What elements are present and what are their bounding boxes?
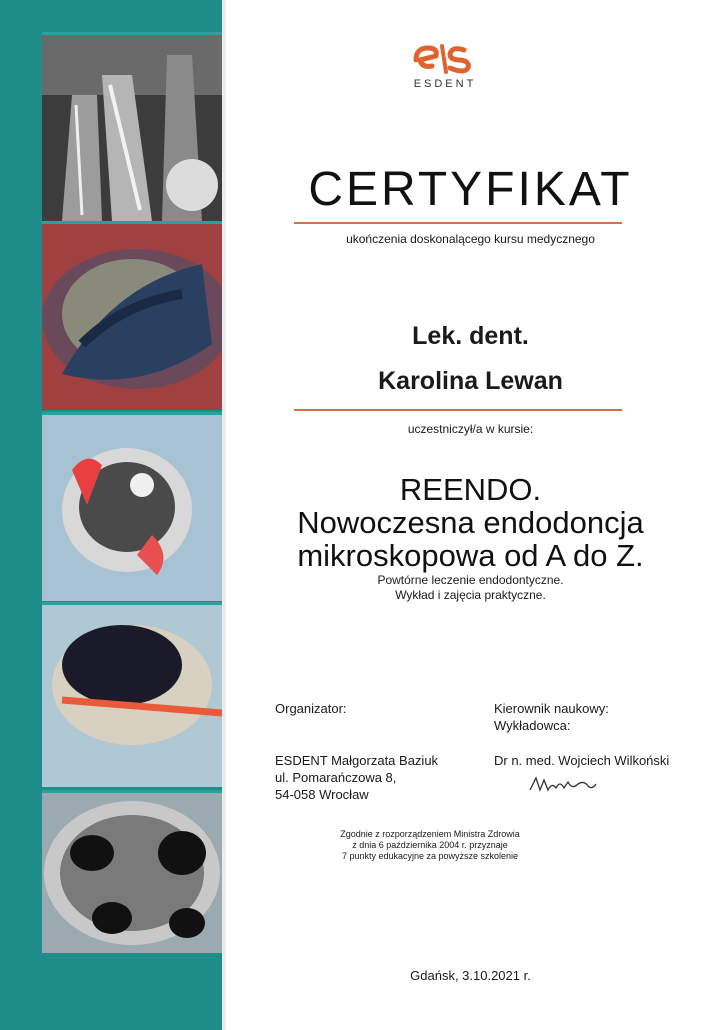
course-line: mikroskopowa od A do Z. [297,538,644,573]
organizer-line: 54-058 Wrocław [275,787,369,802]
organizer-line: ul. Pomarańczowa 8, [275,770,397,785]
ministry-note [280,829,580,862]
recipient-name: Karolina Lewan [378,367,563,395]
organizer-line: ESDENT Małgorzata Baziuk [275,753,439,768]
scientific-label-line: Kierownik naukowy: [494,701,609,716]
sidebar-edge [222,0,226,1030]
root-canal-photo [42,412,222,601]
issue-date: Gdańsk, 3.10.2021 r. [410,968,531,983]
title-divider [294,222,622,224]
tooth-photo [42,221,222,410]
organizer-label: Organizator: [275,701,347,716]
certificate-title: CERTYFIKAT [308,163,633,216]
certificate-subtitle: ukończenia doskonalącego kursu medycznego [346,232,595,246]
scientific-label [494,700,609,734]
recipient-title: Lek. dent. [412,322,529,350]
organizer-address [275,752,438,803]
scientific-name: Dr n. med. Wojciech Wilkoński [494,753,670,768]
course-line: REENDO. [399,472,542,507]
ministry-line: z dnia 6 października 2004 r. przyznaje [352,840,508,850]
canal-openings-photo [42,790,222,953]
course-description [230,573,711,603]
logo-text: ESDENT [413,78,477,90]
participated-text: uczestniczył/a w kursie: [407,422,534,436]
scientific-label-line: Wykładowca: [494,718,571,733]
esdent-logo [400,38,490,90]
signature-image [528,772,598,798]
gutta-percha-photo [42,602,222,787]
course-line: Nowoczesna endodoncja [297,505,644,540]
course-sub-line: Wykład i zajęcia praktyczne. [395,588,546,602]
xray-photo [42,32,222,221]
ministry-line: Zgodnie z rozporządzeniem Ministra Zdrowia [340,829,520,839]
ministry-line: 7 punkty edukacyjne za powyższe szkolenie [341,851,519,861]
course-title [230,473,711,572]
name-divider [294,409,622,411]
course-sub-line: Powtórne leczenie endodontyczne. [377,573,564,587]
esdent-logo-icon [410,38,480,76]
